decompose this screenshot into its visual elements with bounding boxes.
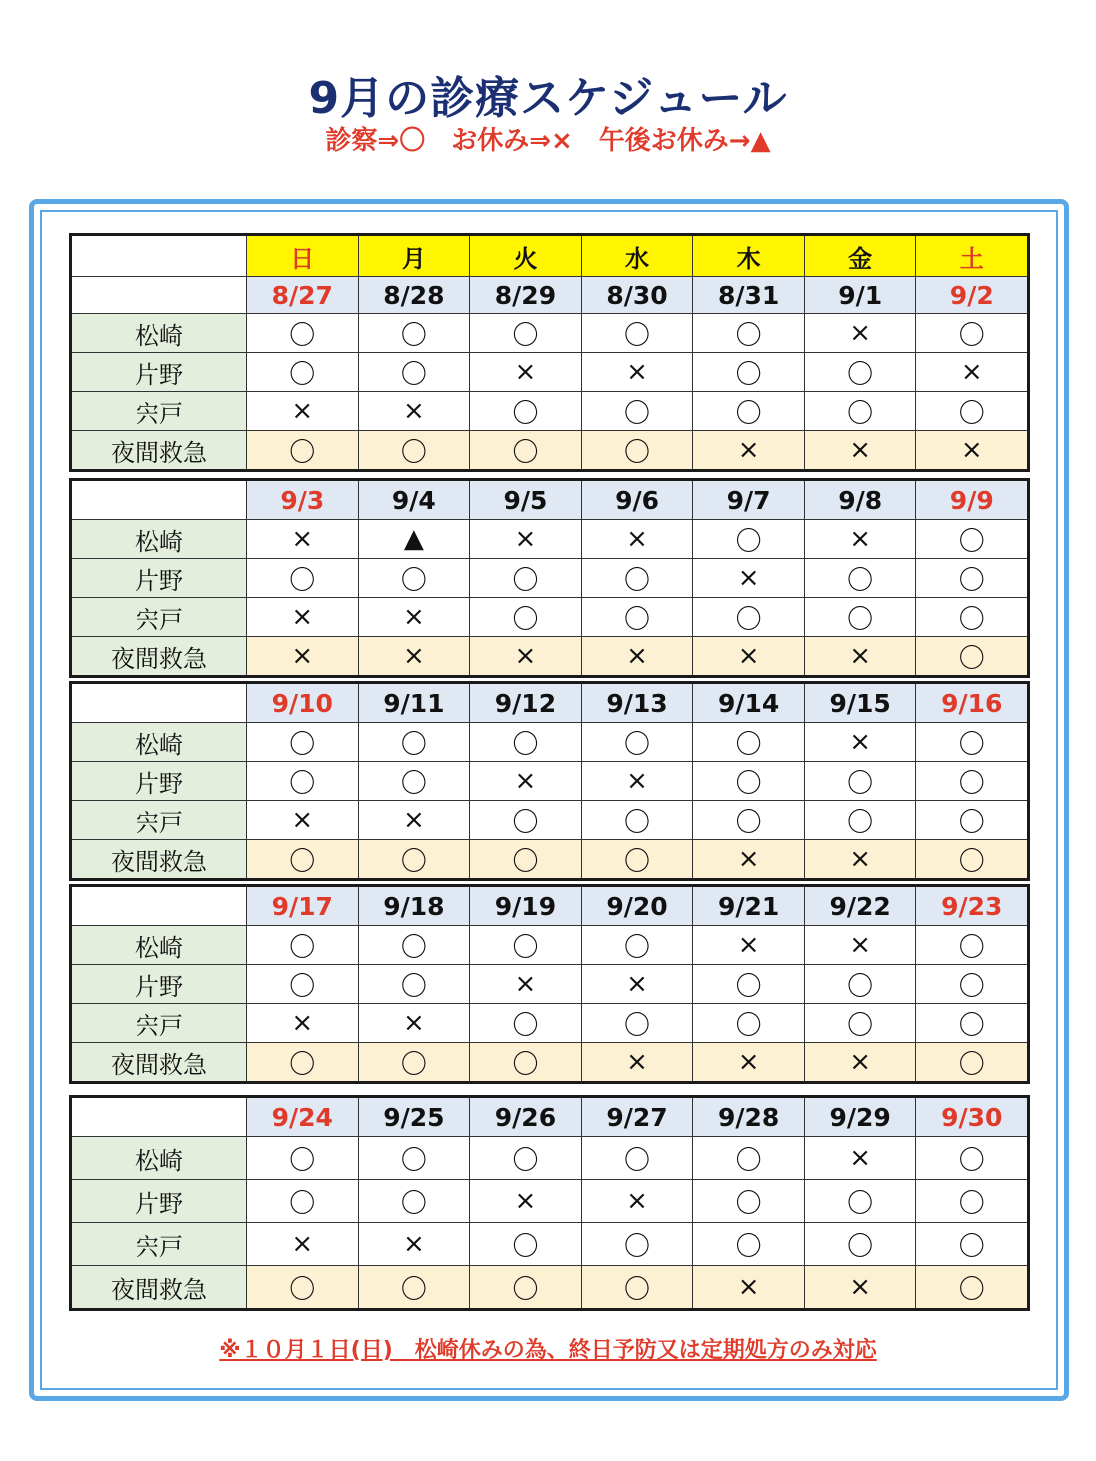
status-cell: × bbox=[915, 353, 1027, 391]
status-cell: 〇 bbox=[469, 926, 581, 964]
doctor-row bbox=[72, 597, 1027, 636]
status-cell: 〇 bbox=[358, 1137, 470, 1179]
status-cell: 〇 bbox=[469, 1004, 581, 1042]
date-cell: 9/23 bbox=[915, 887, 1027, 925]
status-cell: 〇 bbox=[692, 723, 804, 761]
date-cell: 8/31 bbox=[692, 277, 804, 313]
date-cell: 9/15 bbox=[804, 684, 916, 722]
status-cell: × bbox=[246, 1223, 358, 1265]
status-cell: 〇 bbox=[915, 637, 1027, 675]
status-cell: 〇 bbox=[692, 1223, 804, 1265]
status-cell: × bbox=[246, 598, 358, 636]
date-cell: 9/13 bbox=[581, 684, 693, 722]
status-cell: 〇 bbox=[246, 431, 358, 469]
row-label: 松崎 bbox=[72, 1137, 246, 1179]
weekday-header: 木 bbox=[692, 236, 804, 276]
status-cell: 〇 bbox=[581, 431, 693, 469]
status-cell: 〇 bbox=[469, 840, 581, 878]
date-cell: 9/19 bbox=[469, 887, 581, 925]
status-cell: × bbox=[358, 392, 470, 430]
status-cell: × bbox=[804, 1266, 916, 1308]
status-cell: 〇 bbox=[246, 840, 358, 878]
status-cell: 〇 bbox=[915, 559, 1027, 597]
date-cell: 9/7 bbox=[692, 481, 804, 519]
status-cell: × bbox=[246, 801, 358, 839]
date-row bbox=[72, 684, 1027, 722]
status-cell: 〇 bbox=[804, 762, 916, 800]
status-cell: 〇 bbox=[915, 1266, 1027, 1308]
status-cell: 〇 bbox=[581, 559, 693, 597]
status-cell: 〇 bbox=[358, 314, 470, 352]
night-emergency-row bbox=[72, 430, 1027, 469]
row-label: 松崎 bbox=[72, 520, 246, 558]
row-label: 松崎 bbox=[72, 723, 246, 761]
status-cell: 〇 bbox=[915, 1137, 1027, 1179]
status-cell: 〇 bbox=[469, 1137, 581, 1179]
status-cell: × bbox=[692, 431, 804, 469]
status-cell: 〇 bbox=[358, 762, 470, 800]
status-cell: × bbox=[581, 1043, 693, 1081]
status-cell: 〇 bbox=[246, 1266, 358, 1308]
status-cell: 〇 bbox=[358, 1043, 470, 1081]
status-cell: × bbox=[246, 392, 358, 430]
status-cell: × bbox=[804, 723, 916, 761]
status-cell: 〇 bbox=[804, 1180, 916, 1222]
date-row-blank bbox=[72, 277, 246, 313]
status-cell: 〇 bbox=[581, 1223, 693, 1265]
status-cell: × bbox=[358, 1223, 470, 1265]
status-cell: × bbox=[469, 1180, 581, 1222]
status-cell: 〇 bbox=[246, 723, 358, 761]
weekday-header: 土 bbox=[915, 236, 1027, 276]
doctor-row bbox=[72, 1003, 1027, 1042]
status-cell: × bbox=[581, 520, 693, 558]
status-cell: × bbox=[915, 431, 1027, 469]
date-cell: 9/20 bbox=[581, 887, 693, 925]
date-cell: 9/26 bbox=[469, 1098, 581, 1136]
date-cell: 9/11 bbox=[358, 684, 470, 722]
date-cell: 9/21 bbox=[692, 887, 804, 925]
status-cell: 〇 bbox=[692, 801, 804, 839]
weekday-header-row bbox=[72, 236, 1027, 276]
status-cell: 〇 bbox=[246, 559, 358, 597]
status-cell: × bbox=[246, 1004, 358, 1042]
status-cell: × bbox=[246, 637, 358, 675]
date-cell: 9/28 bbox=[692, 1098, 804, 1136]
status-cell: 〇 bbox=[915, 965, 1027, 1003]
status-cell: 〇 bbox=[692, 314, 804, 352]
doctor-row bbox=[72, 519, 1027, 558]
date-cell: 9/1 bbox=[804, 277, 916, 313]
date-row bbox=[72, 276, 1027, 313]
row-label: 片野 bbox=[72, 965, 246, 1003]
date-cell: 9/9 bbox=[915, 481, 1027, 519]
status-cell: 〇 bbox=[915, 762, 1027, 800]
status-cell: × bbox=[581, 762, 693, 800]
date-row-blank bbox=[72, 1098, 246, 1136]
status-cell: 〇 bbox=[581, 1266, 693, 1308]
status-cell: 〇 bbox=[469, 723, 581, 761]
status-cell: 〇 bbox=[915, 1223, 1027, 1265]
doctor-row bbox=[72, 722, 1027, 761]
status-cell: 〇 bbox=[692, 1137, 804, 1179]
status-cell: 〇 bbox=[692, 392, 804, 430]
status-cell: 〇 bbox=[804, 392, 916, 430]
status-cell: 〇 bbox=[246, 314, 358, 352]
doctor-row bbox=[72, 352, 1027, 391]
status-cell: × bbox=[469, 637, 581, 675]
date-row-blank bbox=[72, 887, 246, 925]
status-cell: × bbox=[692, 1043, 804, 1081]
row-label: 夜間救急 bbox=[72, 637, 246, 675]
status-cell: 〇 bbox=[804, 1004, 916, 1042]
row-label: 夜間救急 bbox=[72, 840, 246, 878]
status-cell: × bbox=[469, 762, 581, 800]
status-cell: × bbox=[358, 637, 470, 675]
status-cell: 〇 bbox=[692, 598, 804, 636]
status-cell: 〇 bbox=[469, 314, 581, 352]
date-cell: 9/16 bbox=[915, 684, 1027, 722]
date-cell: 9/8 bbox=[804, 481, 916, 519]
status-cell: × bbox=[469, 520, 581, 558]
night-emergency-row bbox=[72, 839, 1027, 878]
status-cell: 〇 bbox=[915, 926, 1027, 964]
status-cell: 〇 bbox=[692, 1004, 804, 1042]
date-cell: 9/12 bbox=[469, 684, 581, 722]
status-cell: 〇 bbox=[246, 926, 358, 964]
date-row-blank bbox=[72, 481, 246, 519]
status-cell: 〇 bbox=[469, 559, 581, 597]
status-cell: × bbox=[804, 637, 916, 675]
status-cell: 〇 bbox=[804, 801, 916, 839]
status-cell: × bbox=[692, 637, 804, 675]
status-cell: 〇 bbox=[804, 353, 916, 391]
status-cell: 〇 bbox=[469, 801, 581, 839]
status-cell: × bbox=[246, 520, 358, 558]
status-cell: 〇 bbox=[915, 1043, 1027, 1081]
status-cell: 〇 bbox=[915, 598, 1027, 636]
week-table-4 bbox=[69, 884, 1030, 1084]
date-cell: 9/29 bbox=[804, 1098, 916, 1136]
date-cell: 9/17 bbox=[246, 887, 358, 925]
status-cell: × bbox=[581, 637, 693, 675]
date-cell: 9/30 bbox=[915, 1098, 1027, 1136]
status-cell: × bbox=[469, 965, 581, 1003]
date-row bbox=[72, 1098, 1027, 1136]
doctor-row bbox=[72, 313, 1027, 352]
status-cell: 〇 bbox=[358, 1180, 470, 1222]
status-cell: 〇 bbox=[804, 598, 916, 636]
status-cell: ▲ bbox=[358, 520, 470, 558]
row-label: 宍戸 bbox=[72, 392, 246, 430]
status-cell: 〇 bbox=[915, 314, 1027, 352]
status-cell: 〇 bbox=[581, 840, 693, 878]
status-cell: 〇 bbox=[692, 965, 804, 1003]
row-label: 宍戸 bbox=[72, 1004, 246, 1042]
row-label: 片野 bbox=[72, 353, 246, 391]
date-row-blank bbox=[72, 684, 246, 722]
status-cell: 〇 bbox=[469, 1043, 581, 1081]
status-cell: × bbox=[804, 926, 916, 964]
doctor-row bbox=[72, 1179, 1027, 1222]
status-cell: × bbox=[358, 801, 470, 839]
doctor-row bbox=[72, 391, 1027, 430]
date-cell: 9/6 bbox=[581, 481, 693, 519]
status-cell: 〇 bbox=[469, 392, 581, 430]
date-cell: 9/14 bbox=[692, 684, 804, 722]
date-row bbox=[72, 481, 1027, 519]
status-cell: × bbox=[358, 598, 470, 636]
status-cell: × bbox=[581, 965, 693, 1003]
status-cell: 〇 bbox=[692, 762, 804, 800]
status-cell: 〇 bbox=[804, 965, 916, 1003]
status-cell: 〇 bbox=[915, 520, 1027, 558]
weekday-header: 水 bbox=[581, 236, 693, 276]
status-cell: × bbox=[804, 431, 916, 469]
doctor-row bbox=[72, 925, 1027, 964]
status-cell: 〇 bbox=[358, 840, 470, 878]
date-cell: 9/22 bbox=[804, 887, 916, 925]
status-cell: × bbox=[469, 353, 581, 391]
status-cell: 〇 bbox=[469, 1223, 581, 1265]
status-cell: 〇 bbox=[915, 840, 1027, 878]
row-label: 松崎 bbox=[72, 314, 246, 352]
corner-cell bbox=[72, 236, 246, 276]
week-table-2 bbox=[69, 478, 1030, 678]
row-label: 松崎 bbox=[72, 926, 246, 964]
status-cell: 〇 bbox=[804, 559, 916, 597]
status-cell: 〇 bbox=[915, 1004, 1027, 1042]
night-emergency-row bbox=[72, 1042, 1027, 1081]
date-cell: 8/27 bbox=[246, 277, 358, 313]
row-label: 宍戸 bbox=[72, 598, 246, 636]
status-cell: × bbox=[804, 840, 916, 878]
footnote: ※１０月１日(日) 松崎休みの為、終日予防又は定期処方のみ対応 bbox=[219, 1338, 877, 1363]
weekday-header: 火 bbox=[469, 236, 581, 276]
status-cell: 〇 bbox=[358, 1266, 470, 1308]
status-cell: × bbox=[804, 520, 916, 558]
date-cell: 9/3 bbox=[246, 481, 358, 519]
doctor-row bbox=[72, 964, 1027, 1003]
doctor-row bbox=[72, 558, 1027, 597]
night-emergency-row bbox=[72, 636, 1027, 675]
date-cell: 9/10 bbox=[246, 684, 358, 722]
status-cell: × bbox=[804, 314, 916, 352]
date-row bbox=[72, 887, 1027, 925]
status-cell: 〇 bbox=[692, 520, 804, 558]
status-cell: 〇 bbox=[804, 1223, 916, 1265]
date-cell: 9/25 bbox=[358, 1098, 470, 1136]
doctor-row bbox=[72, 1136, 1027, 1179]
status-cell: × bbox=[804, 1137, 916, 1179]
night-emergency-row bbox=[72, 1265, 1027, 1308]
status-cell: 〇 bbox=[358, 431, 470, 469]
status-cell: 〇 bbox=[581, 801, 693, 839]
status-cell: 〇 bbox=[358, 559, 470, 597]
status-cell: 〇 bbox=[915, 392, 1027, 430]
week-table-5 bbox=[69, 1095, 1030, 1311]
date-cell: 9/4 bbox=[358, 481, 470, 519]
status-cell: 〇 bbox=[581, 314, 693, 352]
page-title: 9月の診療スケジュール bbox=[308, 73, 788, 124]
status-cell: 〇 bbox=[358, 353, 470, 391]
date-cell: 9/5 bbox=[469, 481, 581, 519]
status-cell: 〇 bbox=[581, 723, 693, 761]
status-cell: 〇 bbox=[581, 598, 693, 636]
doctor-row bbox=[72, 761, 1027, 800]
status-cell: 〇 bbox=[915, 723, 1027, 761]
row-label: 宍戸 bbox=[72, 1223, 246, 1265]
row-label: 宍戸 bbox=[72, 801, 246, 839]
status-cell: 〇 bbox=[246, 762, 358, 800]
status-cell: 〇 bbox=[246, 1043, 358, 1081]
status-cell: 〇 bbox=[469, 431, 581, 469]
doctor-row bbox=[72, 1222, 1027, 1265]
row-label: 夜間救急 bbox=[72, 1266, 246, 1308]
row-label: 夜間救急 bbox=[72, 431, 246, 469]
status-cell: 〇 bbox=[581, 926, 693, 964]
row-label: 片野 bbox=[72, 762, 246, 800]
status-cell: 〇 bbox=[581, 392, 693, 430]
status-cell: 〇 bbox=[358, 723, 470, 761]
doctor-row bbox=[72, 800, 1027, 839]
week-table-3 bbox=[69, 681, 1030, 881]
status-cell: × bbox=[692, 559, 804, 597]
date-cell: 8/30 bbox=[581, 277, 693, 313]
status-cell: 〇 bbox=[469, 1266, 581, 1308]
status-cell: 〇 bbox=[581, 1004, 693, 1042]
status-cell: × bbox=[692, 840, 804, 878]
row-label: 夜間救急 bbox=[72, 1043, 246, 1081]
status-cell: × bbox=[692, 1266, 804, 1308]
status-cell: 〇 bbox=[358, 965, 470, 1003]
status-cell: × bbox=[358, 1004, 470, 1042]
row-label: 片野 bbox=[72, 1180, 246, 1222]
status-cell: × bbox=[581, 353, 693, 391]
row-label: 片野 bbox=[72, 559, 246, 597]
weekday-header: 月 bbox=[358, 236, 470, 276]
status-cell: 〇 bbox=[581, 1137, 693, 1179]
status-cell: 〇 bbox=[915, 1180, 1027, 1222]
date-cell: 9/27 bbox=[581, 1098, 693, 1136]
week-table-1 bbox=[69, 233, 1030, 472]
date-cell: 8/29 bbox=[469, 277, 581, 313]
date-cell: 9/24 bbox=[246, 1098, 358, 1136]
status-cell: 〇 bbox=[246, 353, 358, 391]
status-cell: × bbox=[581, 1180, 693, 1222]
status-cell: 〇 bbox=[246, 965, 358, 1003]
status-cell: 〇 bbox=[692, 353, 804, 391]
status-cell: 〇 bbox=[246, 1137, 358, 1179]
status-cell: 〇 bbox=[469, 598, 581, 636]
legend: 診察⇒〇 お休み⇒× 午後お休み→▲ bbox=[325, 126, 771, 156]
status-cell: 〇 bbox=[915, 801, 1027, 839]
status-cell: × bbox=[692, 926, 804, 964]
weekday-header: 金 bbox=[804, 236, 916, 276]
status-cell: 〇 bbox=[692, 1180, 804, 1222]
status-cell: 〇 bbox=[358, 926, 470, 964]
date-cell: 8/28 bbox=[358, 277, 470, 313]
status-cell: × bbox=[804, 1043, 916, 1081]
date-cell: 9/18 bbox=[358, 887, 470, 925]
weekday-header: 日 bbox=[246, 236, 358, 276]
status-cell: 〇 bbox=[246, 1180, 358, 1222]
date-cell: 9/2 bbox=[915, 277, 1027, 313]
